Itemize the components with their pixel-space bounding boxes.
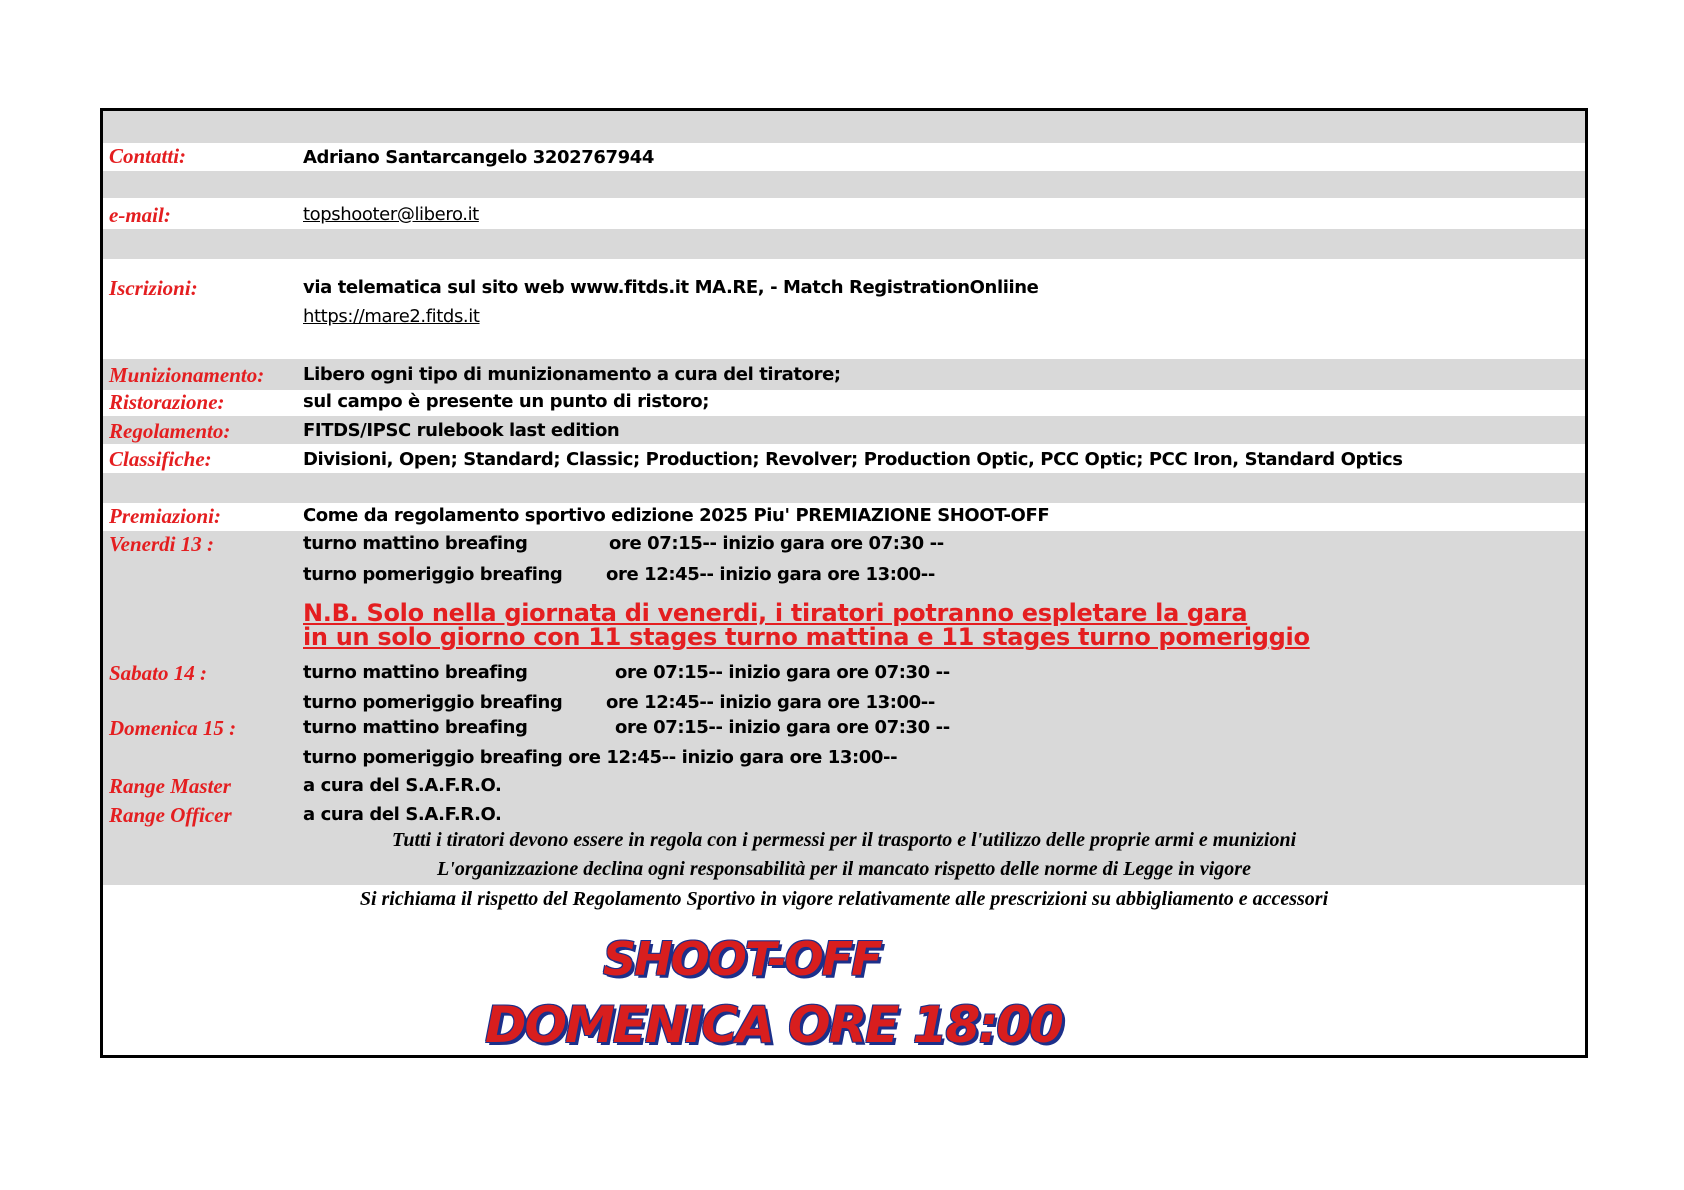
venerdi-afternoon: turno pomeriggio breafing xyxy=(303,564,563,585)
sabato-label: Sabato 14 : xyxy=(109,661,208,685)
classifiche-value: Divisioni, Open; Standard; Classic; Production; Revolver; Production Optic, PCC Optic; PCC Iron, Standard Optics xyxy=(303,449,1403,470)
premiazioni-value: Come da regolamento sportivo edizione 2025 Piu' PREMIAZIONE SHOOT-OFF xyxy=(303,505,1050,526)
row-band xyxy=(103,473,1585,503)
domenica-morning-time: ore 07:15-- inizio gara ore 07:30 -- xyxy=(615,717,950,738)
sabato-morning-time: ore 07:15-- inizio gara ore 07:30 -- xyxy=(615,662,950,683)
range-officer-label: Range Officer xyxy=(109,803,232,827)
range-master-label: Range Master xyxy=(109,774,231,798)
row-band xyxy=(103,111,1585,143)
row-band xyxy=(103,229,1585,259)
venerdi-label: Venerdi 13 : xyxy=(109,532,214,556)
sabato-afternoon-time: ore 12:45-- inizio gara ore 13:00-- xyxy=(606,692,935,713)
range-officer-value: a cura del S.A.F.R.O. xyxy=(303,804,502,825)
note-line: Si richiama il rispetto del Regolamento Sportivo in vigore relativamente alle prescrizioni su abbigliamento e accessori xyxy=(359,888,1329,910)
email-link[interactable]: topshooter@libero.it xyxy=(303,204,479,225)
iscrizioni-label: Iscrizioni: xyxy=(109,276,198,300)
venerdi-note-line2: in un solo giorno con 11 stages turno mattina e 11 stages turno pomeriggio xyxy=(303,623,1310,651)
domenica-afternoon: turno pomeriggio breafing ore 12:45-- inizio gara ore 13:00-- xyxy=(303,747,898,768)
munizionamento-label: Munizionamento: xyxy=(109,363,265,387)
ristorazione-label: Ristorazione: xyxy=(109,390,225,414)
contatti-value: Adriano Santarcangelo 3202767944 xyxy=(303,147,654,168)
iscrizioni-value: via telematica sul sito web www.fitds.it MA.RE, - Match RegistrationOnliine xyxy=(303,277,1039,298)
shootoff-subtitle: DOMENICA ORE 18:00 xyxy=(485,996,1062,1054)
venerdi-morning-time: ore 07:15-- inizio gara ore 07:30 -- xyxy=(609,533,944,554)
range-master-value: a cura del S.A.F.R.O. xyxy=(303,775,502,796)
regolamento-label: Regolamento: xyxy=(109,419,231,443)
venerdi-morning: turno mattino breafing xyxy=(303,533,528,554)
iscrizioni-link[interactable]: https://mare2.fitds.it xyxy=(303,306,480,327)
munizionamento-value: Libero ogni tipo di munizionamento a cura del tiratore; xyxy=(303,364,841,385)
regolamento-value: FITDS/IPSC rulebook last edition xyxy=(303,420,620,441)
sabato-afternoon: turno pomeriggio breafing xyxy=(303,692,563,713)
note-line: L'organizzazione declina ogni responsabilità per il mancato rispetto delle norme di Legge in vigore xyxy=(437,858,1251,880)
note-line: Tutti i tiratori devono essere in regola con i permessi per il trasporto e l'utilizzo delle proprie armi e munizioni xyxy=(391,829,1297,851)
ristorazione-value: sul campo è presente un punto di ristoro; xyxy=(303,391,710,412)
classifiche-label: Classifiche: xyxy=(109,447,212,471)
contatti-label: Contatti: xyxy=(109,144,187,168)
premiazioni-label: Premiazioni: xyxy=(109,504,222,528)
row-band xyxy=(103,171,1585,198)
domenica-label: Domenica 15 : xyxy=(109,716,237,740)
info-table xyxy=(100,108,1588,1058)
shootoff-title: SHOOT-OFF xyxy=(603,932,881,986)
venerdi-afternoon-time: ore 12:45-- inizio gara ore 13:00-- xyxy=(606,564,935,585)
domenica-morning: turno mattino breafing xyxy=(303,717,528,738)
sabato-morning: turno mattino breafing xyxy=(303,662,528,683)
venerdi-note-line1: N.B. Solo nella giornata di venerdi, i tiratori potranno espletare la gara xyxy=(303,599,1248,627)
email-label: e-mail: xyxy=(109,203,171,227)
